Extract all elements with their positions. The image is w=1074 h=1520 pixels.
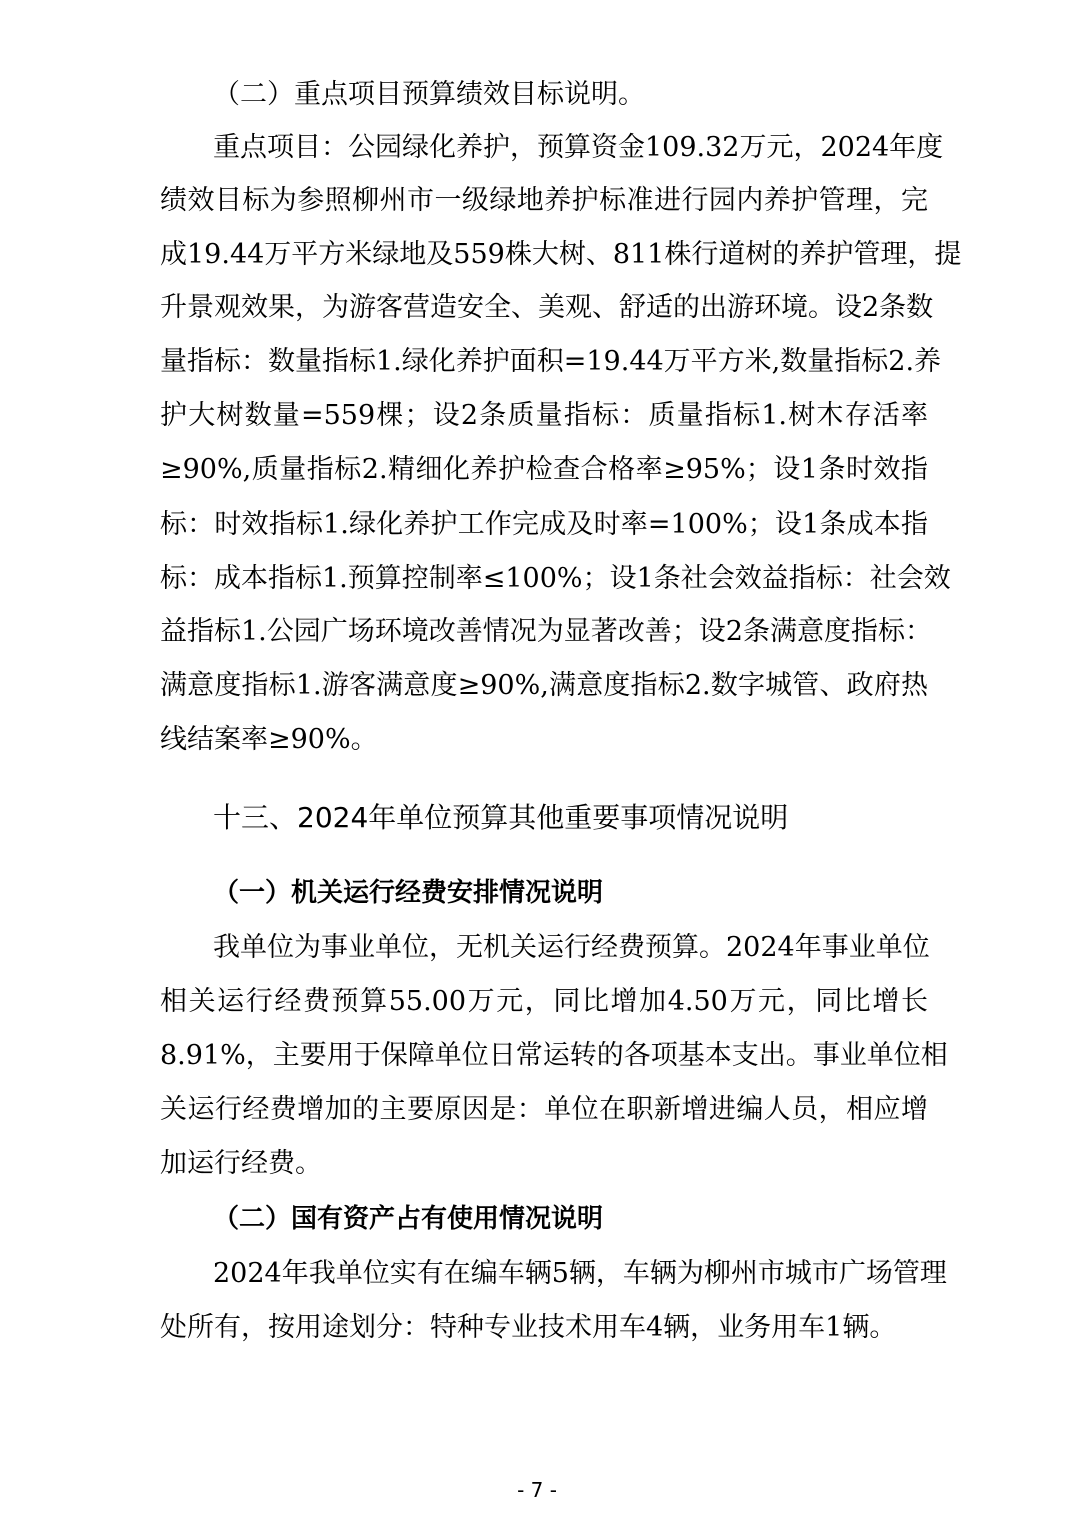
paragraph-line: 加运行经费。 — [160, 1148, 322, 1179]
paragraph-line: 标：时效指标1.绿化养护工作完成及时率=100%；设1条成本指 — [160, 509, 928, 540]
paragraph-line: 8.91%，主要用于保障单位日常运转的各项基本支出。事业单位相 — [160, 1040, 948, 1071]
key-project-heading: （二）重点项目预算绩效目标说明。 — [213, 79, 645, 110]
paragraph-line: 我单位为事业单位，无机关运行经费预算。2024年事业单位 — [213, 932, 930, 963]
paragraph-line: 量指标：数量指标1.绿化养护面积=19.44万平方米,数量指标2.养 — [160, 346, 942, 377]
paragraph-line: 益指标1.公园广场环境改善情况为显著改善；设2条满意度指标： — [160, 616, 932, 647]
page-number: - 7 - — [517, 1478, 557, 1502]
assets-heading: （二）国有资产占有使用情况说明 — [213, 1204, 604, 1234]
paragraph-line: 绩效目标为参照柳州市一级绿地养护标准进行园内养护管理，完 — [160, 185, 928, 216]
paragraph-line: 满意度指标1.游客满意度≥90%,满意度指标2.数字城管、政府热 — [160, 670, 928, 701]
paragraph-line: 线结案率≥90%。 — [160, 724, 378, 755]
paragraph-line: 2024年我单位实有在编车辆5辆，车辆为柳州市城市广场管理 — [213, 1258, 947, 1289]
paragraph-line: 升景观效果，为游客营造安全、美观、舒适的出游环境。设2条数 — [160, 292, 934, 323]
paragraph-line: 成19.44万平方米绿地及559株大树、811株行道树的养护管理，提 — [160, 239, 962, 270]
paragraph-line: 护大树数量=559棵；设2条质量指标：质量指标1.树木存活率 — [160, 400, 928, 431]
paragraph-line: 关运行经费增加的主要原因是：单位在职新增进编人员，相应增 — [160, 1094, 928, 1125]
section-13-heading: 十三、2024年单位预算其他重要事项情况说明 — [213, 801, 789, 834]
paragraph-line: ≥90%,质量指标2.精细化养护检查合格率≥95%；设1条时效指 — [160, 454, 928, 485]
paragraph-line: 重点项目：公园绿化养护，预算资金109.32万元，2024年度 — [213, 132, 944, 163]
paragraph-line: 标：成本指标1.预算控制率≤100%；设1条社会效益指标：社会效 — [160, 563, 951, 594]
paragraph-line: 处所有，按用途划分：特种专业技术用车4辆，业务用车1辆。 — [160, 1312, 897, 1343]
paragraph-line: 相关运行经费预算55.00万元，同比增加4.50万元，同比增长 — [160, 986, 928, 1017]
operating-expense-heading: （一）机关运行经费安排情况说明 — [213, 878, 604, 908]
